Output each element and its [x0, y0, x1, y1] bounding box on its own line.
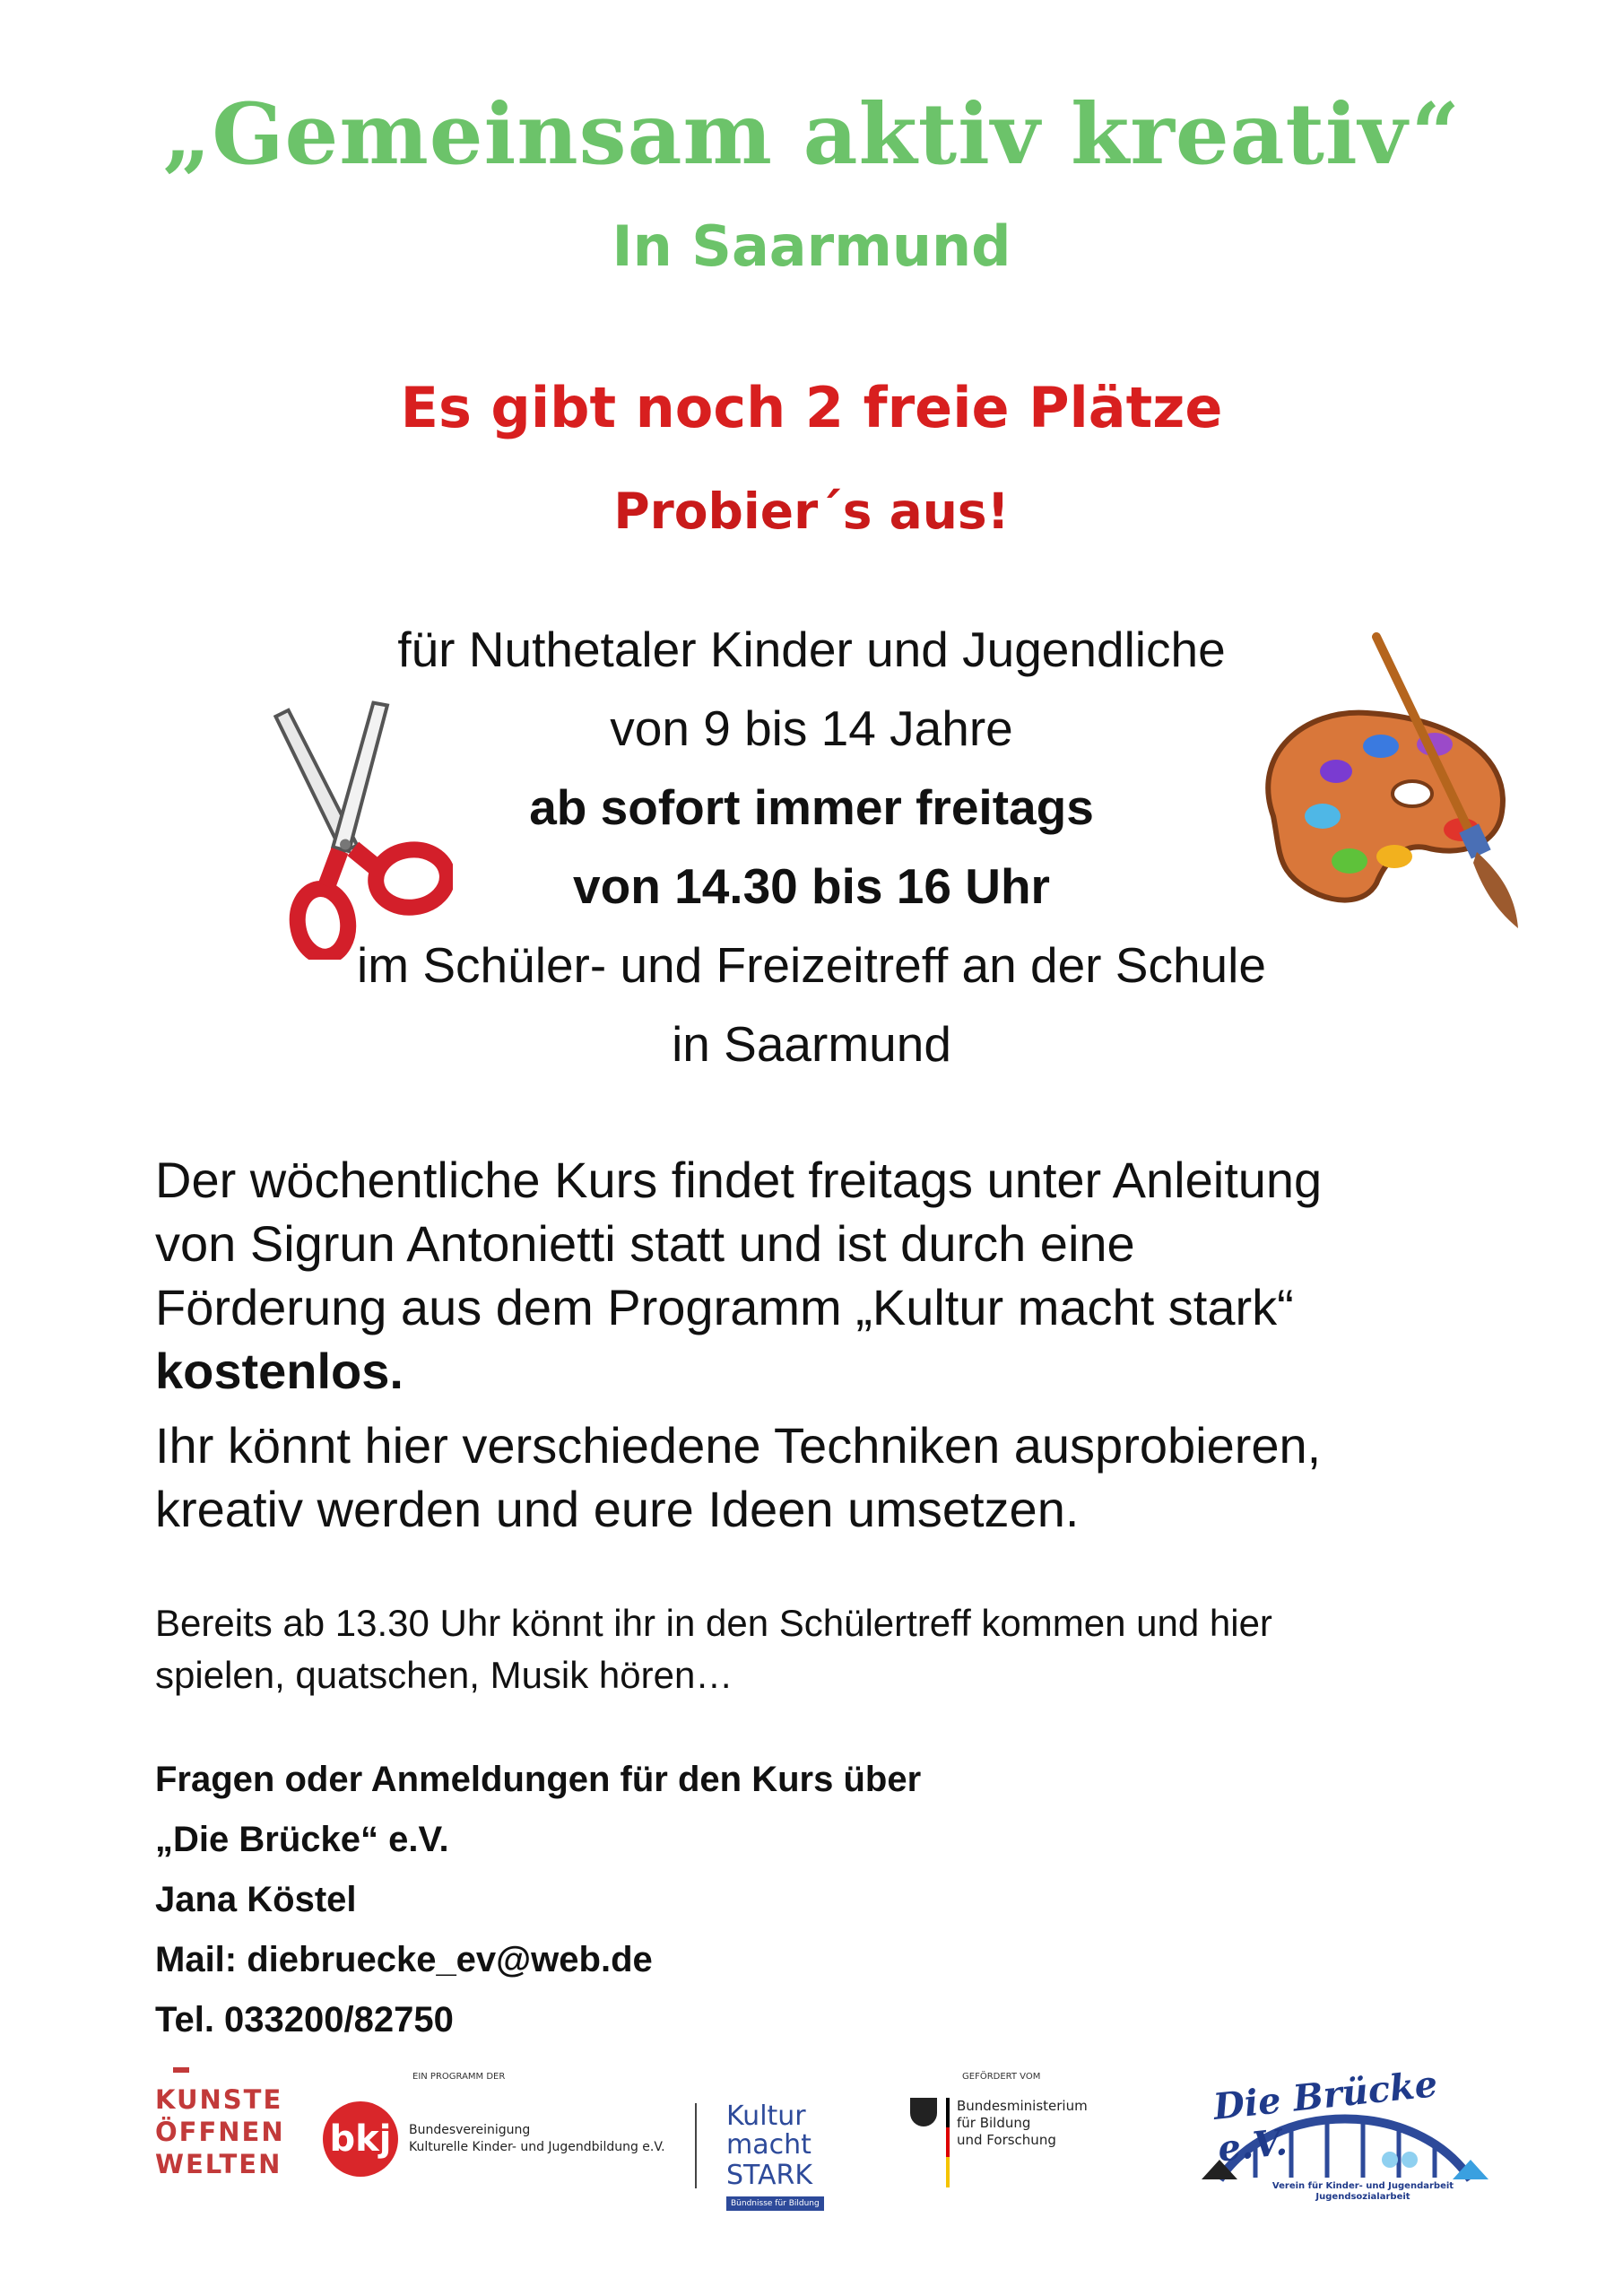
free-spots-notice: Es gibt noch 2 freie Plätze [400, 375, 1223, 440]
contact-phone: Tel. 033200/82750 [155, 2000, 454, 2039]
kultur-macht-stark-logo: Kultur macht STARK Bündnisse für Bildung [726, 2103, 888, 2211]
detail-line: für Nuthetaler Kinder und Jugendliche [397, 622, 1226, 677]
die-bruecke-logo: Die Brücke e.V. Verein für Kinder- und Jugendarbeit Jugendsozialarbeit [1202, 2063, 1488, 2206]
description-line: kreativ werden und eure Ideen umsetzen. [155, 1481, 1080, 1537]
detail-line: ab sofort immer freitags [529, 779, 1094, 835]
early-access-info [155, 1597, 1554, 1701]
contact-line: „Die Brücke“ e.V. [155, 1820, 449, 1859]
bmbf-logo: GEFÖRDERT VOM Bundesministerium für Bildung und Forschung [910, 2072, 1089, 2187]
detail-line: von 9 bis 14 Jahre [610, 700, 1013, 756]
detail-line: im Schüler- und Freizeitreff an der Schule [357, 937, 1266, 993]
description-line: Ihr könnt hier verschiedene Techniken ausprobieren, [155, 1417, 1322, 1474]
eagle-icon [910, 2098, 937, 2126]
description-line: Der wöchentliche Kurs findet freitags unter Anleitung [155, 1152, 1323, 1208]
detail-line: in Saarmund [672, 1016, 951, 1072]
description-line: Förderung aus dem Programm „Kultur macht stark“ [155, 1279, 1294, 1335]
paint-palette-icon [1233, 628, 1538, 942]
contact-block [155, 1750, 1231, 2050]
bkj-mark: bkj [323, 2101, 398, 2177]
kuenste-oeffnen-welten-logo: KUNSTE ÖFFNEN WELTEN [155, 2067, 281, 2180]
page-subtitle: In Saarmund [612, 213, 1011, 279]
info-line: Bereits ab 13.30 Uhr könnt ihr in den Schülertreff kommen und hier [155, 1602, 1272, 1644]
free-of-charge: kostenlos. [155, 1343, 404, 1399]
info-line: spielen, quatschen, Musik hören… [155, 1654, 733, 1696]
try-it-notice: Probier´s aus! [613, 483, 1010, 540]
logo-divider [695, 2103, 697, 2188]
flag-bar [946, 2098, 950, 2187]
bruecke-name: Die Brücke e.V. [1211, 2062, 1440, 2170]
bkj-logo: EIN PROGRAMM DER bkj Bundesvereinigung Kulturelle Kinder- und Jugendbildung e.V. [323, 2072, 681, 2177]
detail-line: von 14.30 bis 16 Uhr [573, 858, 1050, 914]
scissors-icon [229, 691, 453, 960]
contact-email: Mail: diebruecke_ev@web.de [155, 1940, 653, 1979]
contact-line: Fragen oder Anmeldungen für den Kurs über [155, 1760, 922, 1799]
page-title: „Gemeinsam aktiv kreativ“ [162, 85, 1461, 184]
description-line: von Sigrun Antonietti statt und ist durch eine [155, 1215, 1135, 1272]
contact-line: Jana Köstel [155, 1880, 357, 1919]
course-description [155, 1148, 1500, 1541]
